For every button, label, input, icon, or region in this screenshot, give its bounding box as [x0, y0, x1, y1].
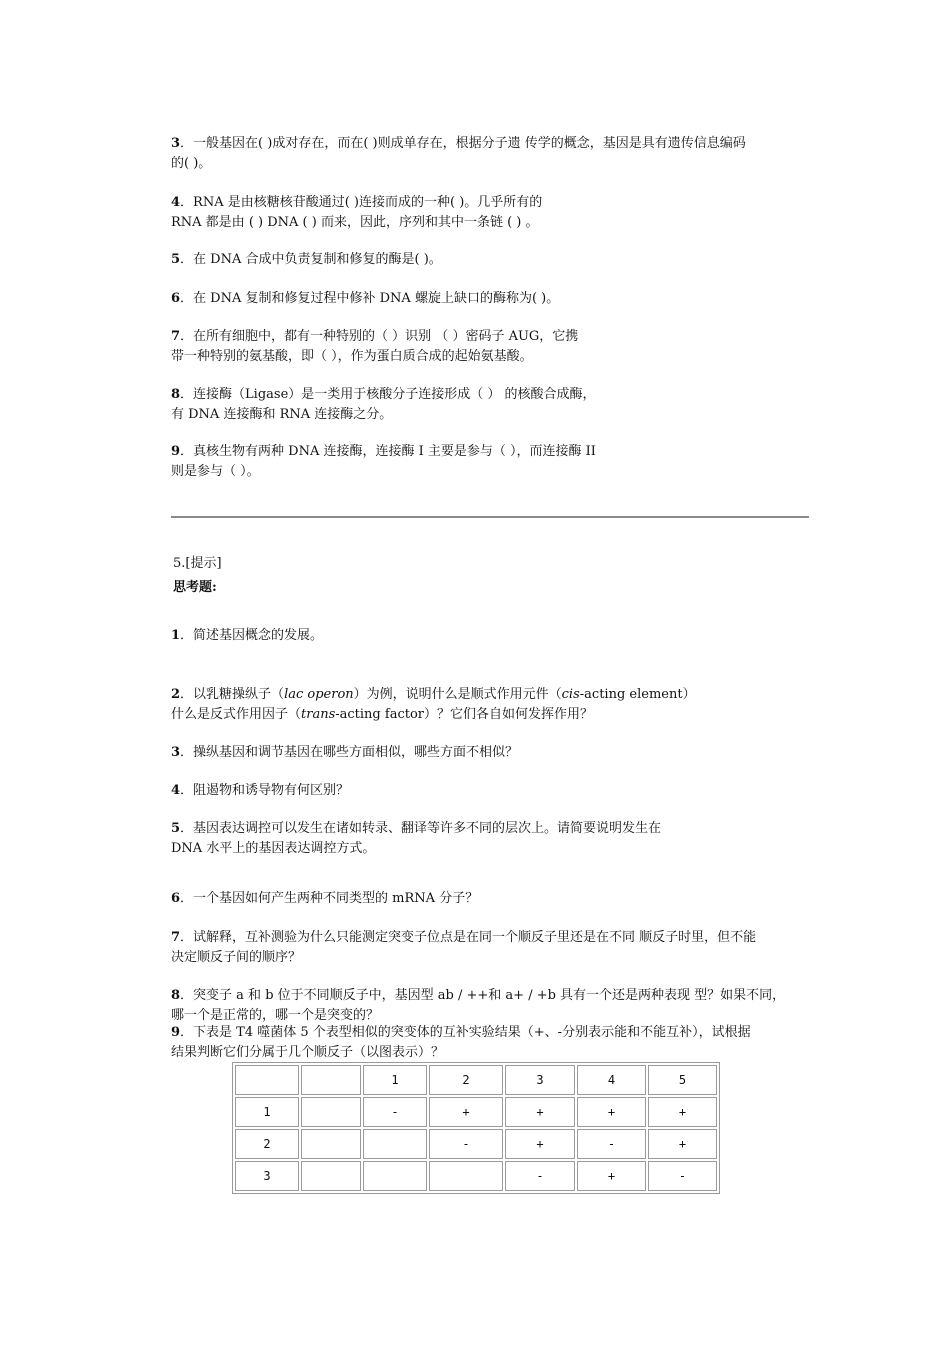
question-5 [171, 250, 821, 270]
table-cell [301, 1097, 361, 1127]
question-text: ．以乳糖操纵子（ [180, 687, 285, 702]
table-cell: + [648, 1097, 717, 1127]
question-text: ．操纵基因和调节基因在哪些方面相似，哪些方面不相似？ [180, 745, 519, 760]
question-text: RNA 都是由 ( ) DNA ( ) 而来，因此，序列和其中一条链 ( ) 。 [171, 215, 539, 230]
table-header-row [235, 1065, 717, 1095]
table-cell: - [429, 1129, 503, 1159]
think-question-3 [171, 743, 821, 763]
question-text: ．RNA 是由核糖核苷酸通过( )连接而成的一种( )。几乎所有的 [180, 195, 543, 210]
table-cell: + [429, 1097, 503, 1127]
question-number: 7 [171, 930, 181, 945]
complementation-table [232, 1062, 720, 1194]
table-cell [363, 1161, 427, 1191]
question-text: 有 DNA 连接酶和 RNA 连接酶之分。 [171, 407, 393, 422]
question-number: 7 [171, 329, 181, 344]
table-cell: 4 [577, 1065, 646, 1095]
table-cell: - [577, 1129, 646, 1159]
horizontal-divider [171, 516, 809, 518]
question-text: ．在所有细胞中，都有一种特别的（ ）识别 （ ）密码子 AUG，它携 [180, 329, 579, 344]
question-text: ）为例，说明什么是顺式作用元件（ [353, 687, 562, 702]
table-row [235, 1129, 717, 1159]
table-cell: + [505, 1097, 575, 1127]
think-question-9 [171, 1023, 821, 1063]
question-text: ．阻遏物和诱导物有何区别？ [180, 783, 350, 798]
hint-label: 5.[提示] [173, 556, 222, 571]
question-number: 4 [171, 195, 181, 210]
question-9 [171, 442, 821, 482]
table-cell: + [577, 1161, 646, 1191]
question-text: ．基因表达调控可以发生在诸如转录、翻译等许多不同的层次上。请简要说明发生在 [180, 821, 662, 836]
question-number: 6 [171, 291, 181, 306]
question-7 [171, 327, 821, 367]
table-cell [301, 1161, 361, 1191]
question-number: 8 [171, 387, 181, 402]
table-cell [301, 1065, 361, 1095]
question-text: ．突变子 a 和 b 位于不同顺反子中，基因型 ab / ++和 a+ / +b 具有一个还是两种表现 型？如果不同， [180, 988, 786, 1003]
table-cell: - [505, 1161, 575, 1191]
question-number: 4 [171, 783, 181, 798]
table-row [235, 1161, 717, 1191]
think-question-2 [171, 685, 821, 725]
question-text: ．简述基因概念的发展。 [180, 628, 324, 643]
question-number: 6 [171, 891, 181, 906]
table-cell: - [363, 1097, 427, 1127]
italic-term: cis [561, 687, 580, 702]
question-text: 带一种特别的氨基酸，即（ ），作为蛋白质合成的起始氨基酸。 [171, 349, 533, 364]
section-title: 思考题: [173, 580, 217, 595]
question-6 [171, 289, 821, 309]
think-question-1 [171, 626, 821, 646]
think-question-4 [171, 781, 821, 801]
table-cell [429, 1161, 503, 1191]
question-number: 1 [171, 628, 181, 643]
question-8 [171, 385, 821, 425]
table-cell [235, 1065, 299, 1095]
table-cell: + [577, 1097, 646, 1127]
table-cell: + [505, 1129, 575, 1159]
question-text: ．一般基因在( )成对存在，而在( )则成单存在，根据分子遗 传学的概念，基因是具有遗传信息编码 [180, 136, 746, 151]
question-text: 结果判断它们分属于几个顺反子（以图表示）？ [171, 1045, 445, 1060]
question-number: 5 [171, 252, 181, 267]
question-3 [171, 134, 821, 174]
question-text: ．在 DNA 合成中负责复制和修复的酶是( )。 [180, 252, 442, 267]
question-text: DNA 水平上的基因表达调控方式。 [171, 841, 376, 856]
question-text: ．连接酶（Ligase）是一类用于核酸分子连接形成（ ） 的核酸合成酶， [180, 387, 596, 402]
table-row [235, 1097, 717, 1127]
question-number: 3 [171, 136, 181, 151]
think-question-6 [171, 889, 821, 909]
table-cell: 1 [363, 1065, 427, 1095]
question-4 [171, 193, 821, 233]
question-text: ．在 DNA 复制和修复过程中修补 DNA 螺旋上缺口的酶称为( )。 [180, 291, 560, 306]
question-text: -acting factor）？它们各自如何发挥作用？ [335, 707, 593, 722]
table-cell [363, 1129, 427, 1159]
question-text: ．真核生物有两种 DNA 连接酶，连接酶 I 主要是参与（ ），而连接酶 II [180, 444, 596, 459]
question-number: 5 [171, 821, 181, 836]
table-cell: 3 [235, 1161, 299, 1191]
question-number: 3 [171, 745, 181, 760]
table-body [235, 1065, 717, 1191]
table-cell: 2 [235, 1129, 299, 1159]
table-cell: 1 [235, 1097, 299, 1127]
question-text: 决定顺反子间的顺序？ [171, 950, 302, 965]
question-text: 则是参与（ ）。 [171, 464, 260, 479]
table-cell [301, 1129, 361, 1159]
think-question-8 [171, 986, 821, 1026]
think-question-7 [171, 928, 821, 968]
italic-term: trans [301, 707, 336, 722]
question-number: 9 [171, 444, 181, 459]
question-text: ．试解释，互补测验为什么只能测定突变子位点是在同一个顺反子里还是在不同 顺反子时里，但不能 [180, 930, 757, 945]
question-number: 8 [171, 988, 181, 1003]
question-text: 的( )。 [171, 156, 212, 171]
table-cell: - [648, 1161, 717, 1191]
table-cell: 2 [429, 1065, 503, 1095]
question-number: 9 [171, 1025, 181, 1040]
question-text: ．下表是 T4 噬菌体 5 个表型相似的突变体的互补实验结果（+、-分别表示能和不能互补），试根据 [180, 1025, 751, 1040]
question-text: 哪一个是正常的，哪一个是突变的？ [171, 1008, 380, 1023]
question-text: -acting element） [579, 687, 696, 702]
table-cell: + [648, 1129, 717, 1159]
table-cell: 3 [505, 1065, 575, 1095]
think-question-5 [171, 819, 821, 859]
table-cell: 5 [648, 1065, 717, 1095]
italic-term: lac operon [284, 687, 354, 702]
question-number: 2 [171, 687, 181, 702]
question-text: 什么是反式作用因子（ [171, 707, 302, 722]
question-text: ．一个基因如何产生两种不同类型的 mRNA 分子？ [180, 891, 479, 906]
